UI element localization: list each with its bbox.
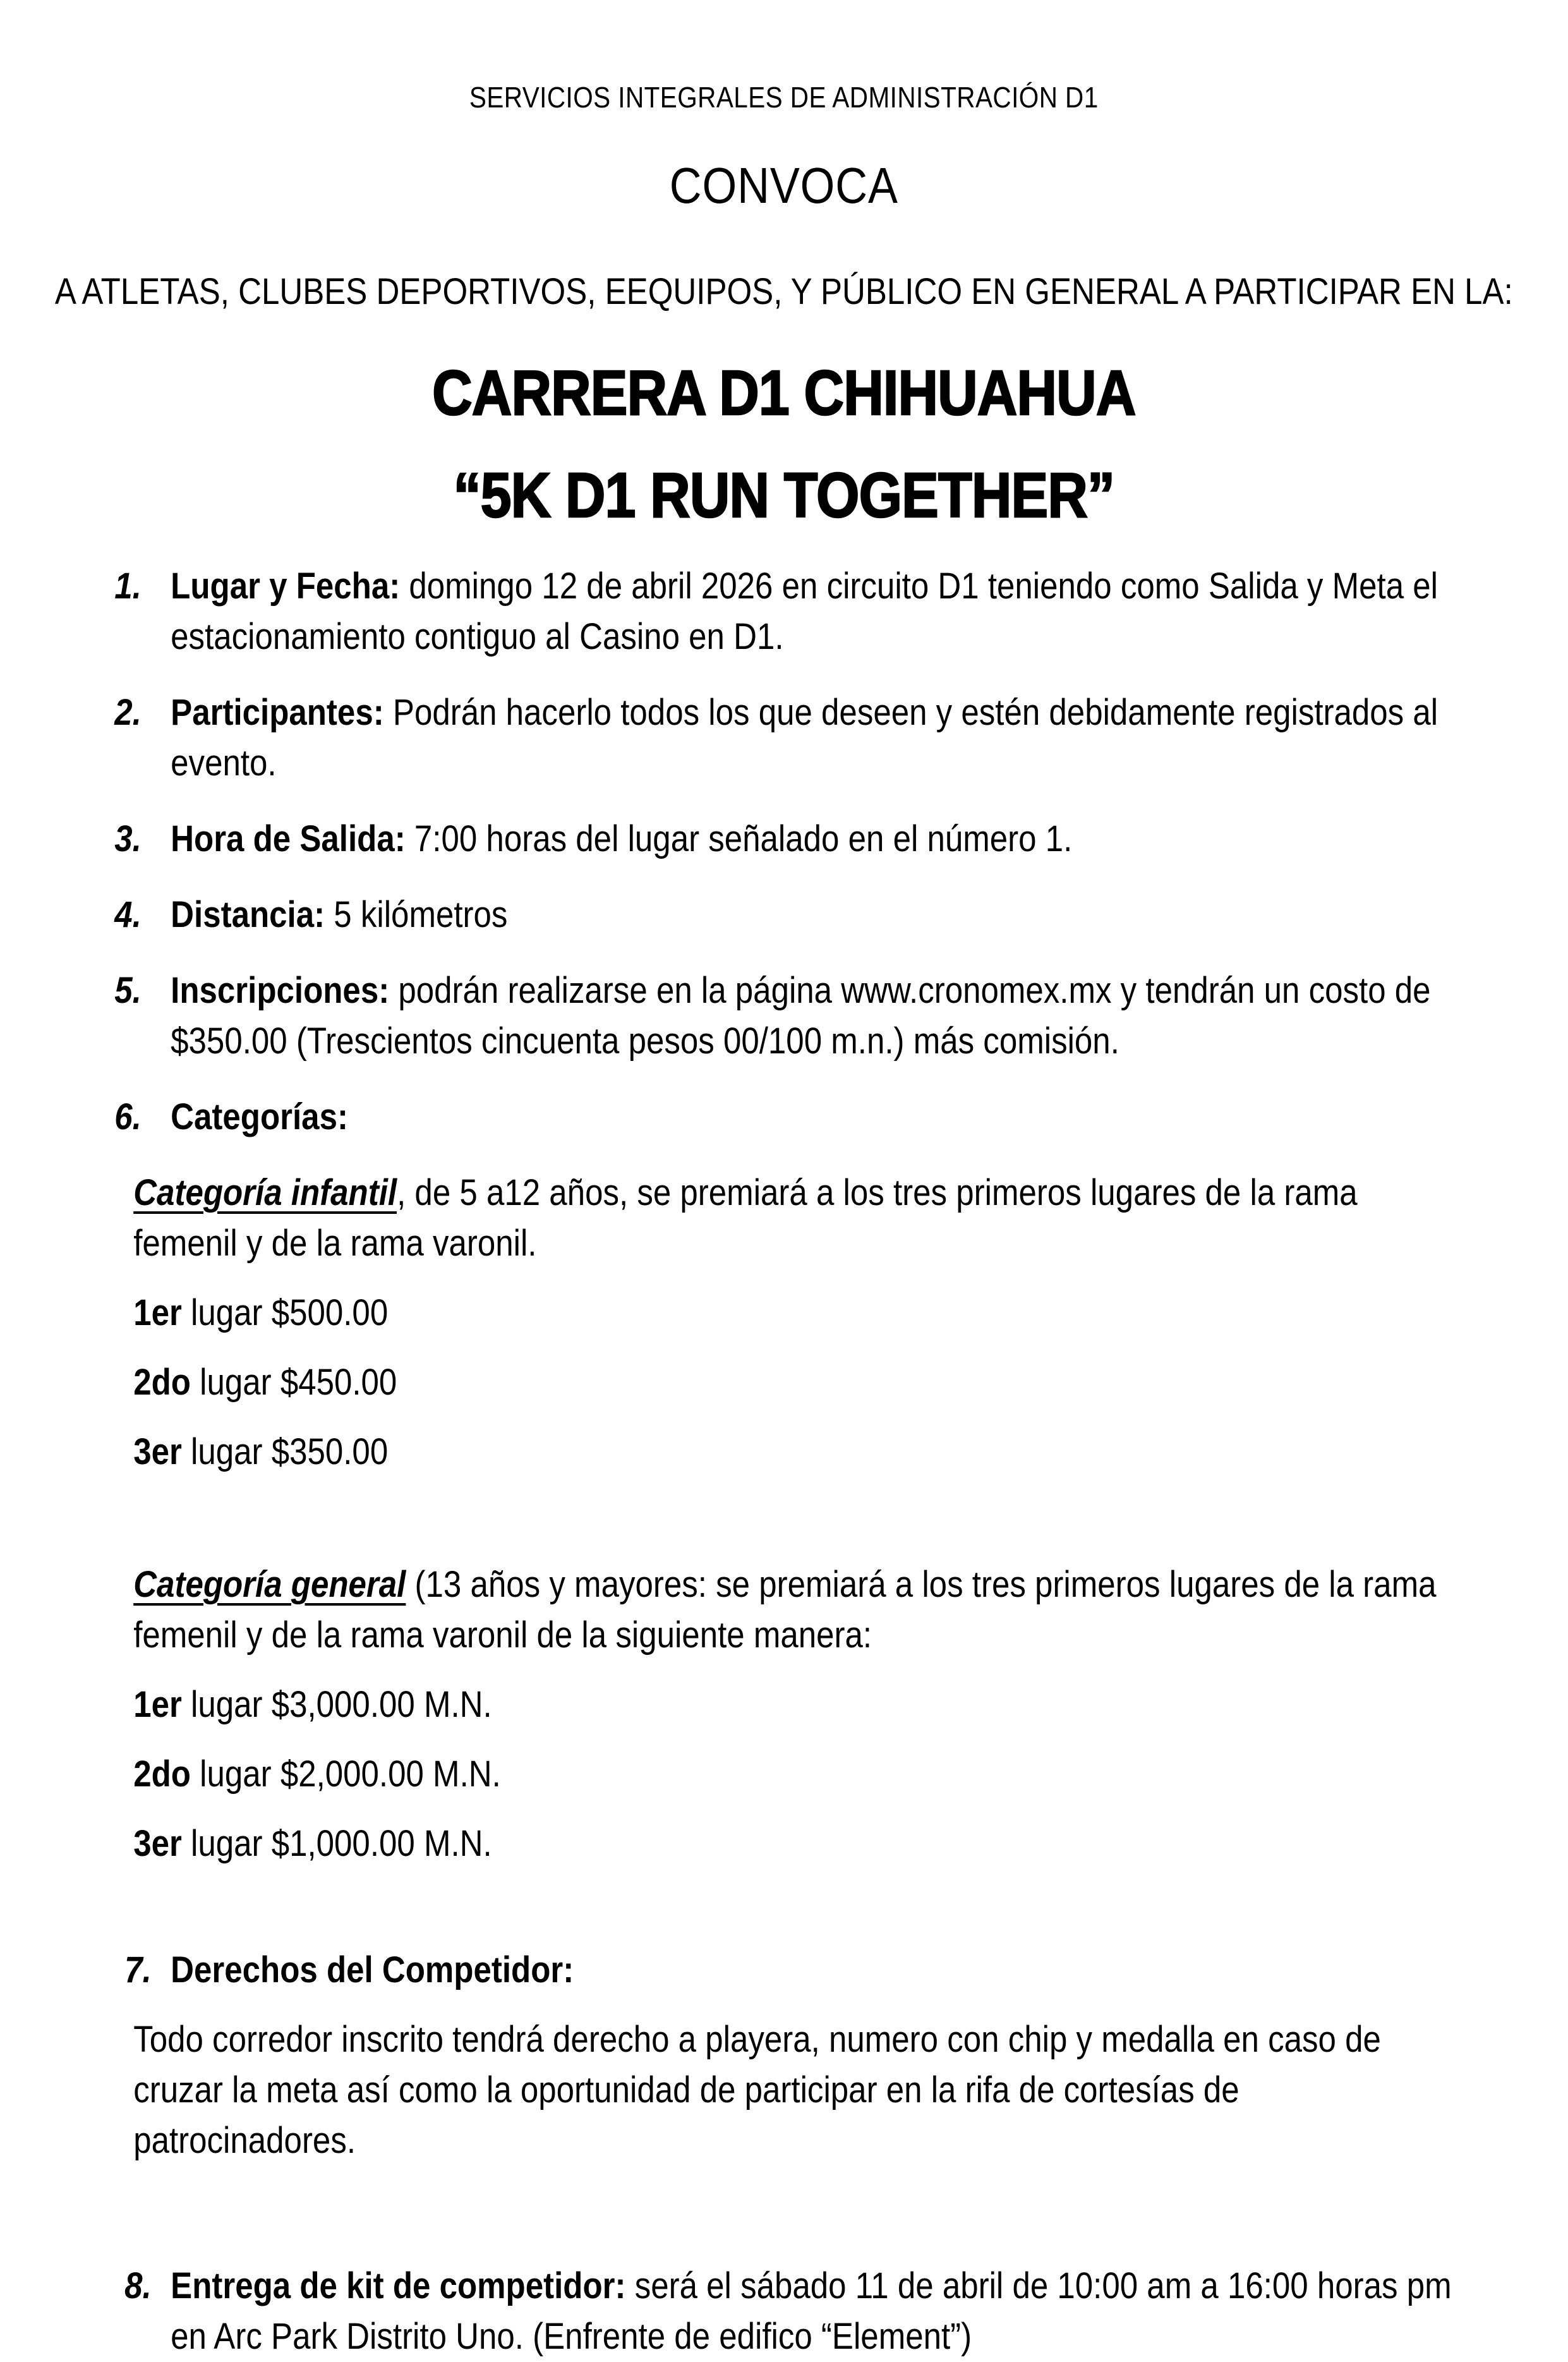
item-number: 8. [124,2265,152,2306]
prize-place: 3er [133,1431,182,1472]
item-number: 6. [114,1096,142,1137]
prize-line [133,1427,1459,1477]
prize-text: lugar $350.00 [191,1431,389,1472]
item-number: 2. [114,692,142,733]
prize-place: 2do [133,1362,191,1403]
item-text: Podrán hacerlo todos los que deseen y estén debidamente registrados al evento. [171,692,1438,784]
category-infantil-section [0,1168,1568,1477]
item-text: domingo 12 de abril 2026 en circuito D1 teniendo como Salida y Meta el estacionamiento contiguo al Casino en D1. [171,566,1438,657]
item-text: 7:00 horas del lugar señalado en el número 1. [414,818,1073,859]
list-item-distancia [114,890,1459,940]
prize-line [133,1288,1459,1338]
prize-place: 1er [133,1684,182,1725]
list-item-lugar-y-fecha [114,561,1459,662]
item-text: será el sábado 11 de abril de 10:00 am a 16:00 horas pm en Arc Park Distrito Uno. (Enfrente de edifico “Element”) [171,2265,1452,2357]
item-content [171,1092,348,1142]
category-general-name: Categoría general [133,1564,406,1605]
category-infantil-description: , de 5 a12 años, se premiará a los tres primeros lugares de la rama femenil y de la rama varonil. [133,1172,1358,1264]
category-general-section [0,1560,1568,1869]
company-header: SERVICIOS INTEGRALES DE ADMINISTRACIÓN D1 [469,81,1099,114]
prize-line [133,1357,1459,1408]
item-label: Distancia: [171,894,325,935]
event-subtitle: “5K D1 RUN TOGETHER” [453,460,1115,531]
list-item-entrega-kit [0,2261,1568,2362]
convoca-heading: CONVOCA [669,157,898,214]
prize-text: lugar $500.00 [191,1292,389,1333]
item-content [171,561,1459,662]
item-content [171,687,1459,789]
category-infantil-name: Categoría infantil [133,1172,397,1213]
prize-text: lugar $2,000.00 M.N. [200,1753,501,1795]
item-number: 1. [114,566,142,607]
item-label: Participantes: [171,692,384,733]
audience-line: A ATLETAS, CLUBES DEPORTIVOS, EEQUIPOS, Y PÚBLICO EN GENERAL A PARTICIPAR EN LA: [54,271,1513,312]
numbered-list [0,561,1568,1142]
list-item-derechos [0,1945,1568,1996]
prize-text: lugar $450.00 [200,1362,397,1403]
item-number: 4. [114,894,142,935]
category-infantil-paragraph [133,1168,1459,1269]
item-label: Categorías: [171,1096,348,1137]
prize-line [133,1819,1459,1869]
item-text: podrán realizarse en la página www.cronomex.mx y tendrán un costo de $350.00 (Trescientos cincuenta pesos 00/100 m.n.) más comisión. [171,970,1431,1062]
prize-place: 3er [133,1823,182,1864]
prize-place: 2do [133,1753,191,1795]
prize-text: lugar $1,000.00 M.N. [191,1823,492,1864]
item-number: 5. [114,970,142,1011]
category-general-paragraph [133,1560,1459,1661]
derechos-paragraph: Todo corredor inscrito tendrá derecho a playera, numero con chip y medalla en caso de cruzar la meta así como la oportunidad de participar en la rifa de cortesías de patrocinadores. [133,2019,1381,2161]
prize-text: lugar $3,000.00 M.N. [191,1684,492,1725]
item-label: Hora de Salida: [171,818,406,859]
item-label: Entrega de kit de competidor: [171,2265,626,2306]
list-item-categorias [114,1092,1459,1142]
item-label: Lugar y Fecha: [171,566,401,607]
item-number: 3. [114,818,142,859]
item-number: 7. [124,1949,152,1990]
item-content [171,890,507,940]
event-title: CARRERA D1 CHIHUAHUA [432,358,1136,428]
list-item-participantes [114,687,1459,789]
item-content [171,814,1072,864]
item-content [171,966,1459,1067]
list-item-inscripciones [114,966,1459,1067]
prize-line [133,1749,1459,1800]
prize-place: 1er [133,1292,182,1333]
item-content [171,2261,1459,2362]
list-item-hora-de-salida [114,814,1459,864]
item-text: 5 kilómetros [334,894,508,935]
prize-line [133,1680,1459,1730]
category-general-description: (13 años y mayores: se premiará a los tres primeros lugares de la rama femenil y de la rama varonil de la siguiente manera: [133,1564,1437,1656]
item-label: Derechos del Competidor: [171,1949,574,1990]
item-label: Inscripciones: [171,970,390,1011]
